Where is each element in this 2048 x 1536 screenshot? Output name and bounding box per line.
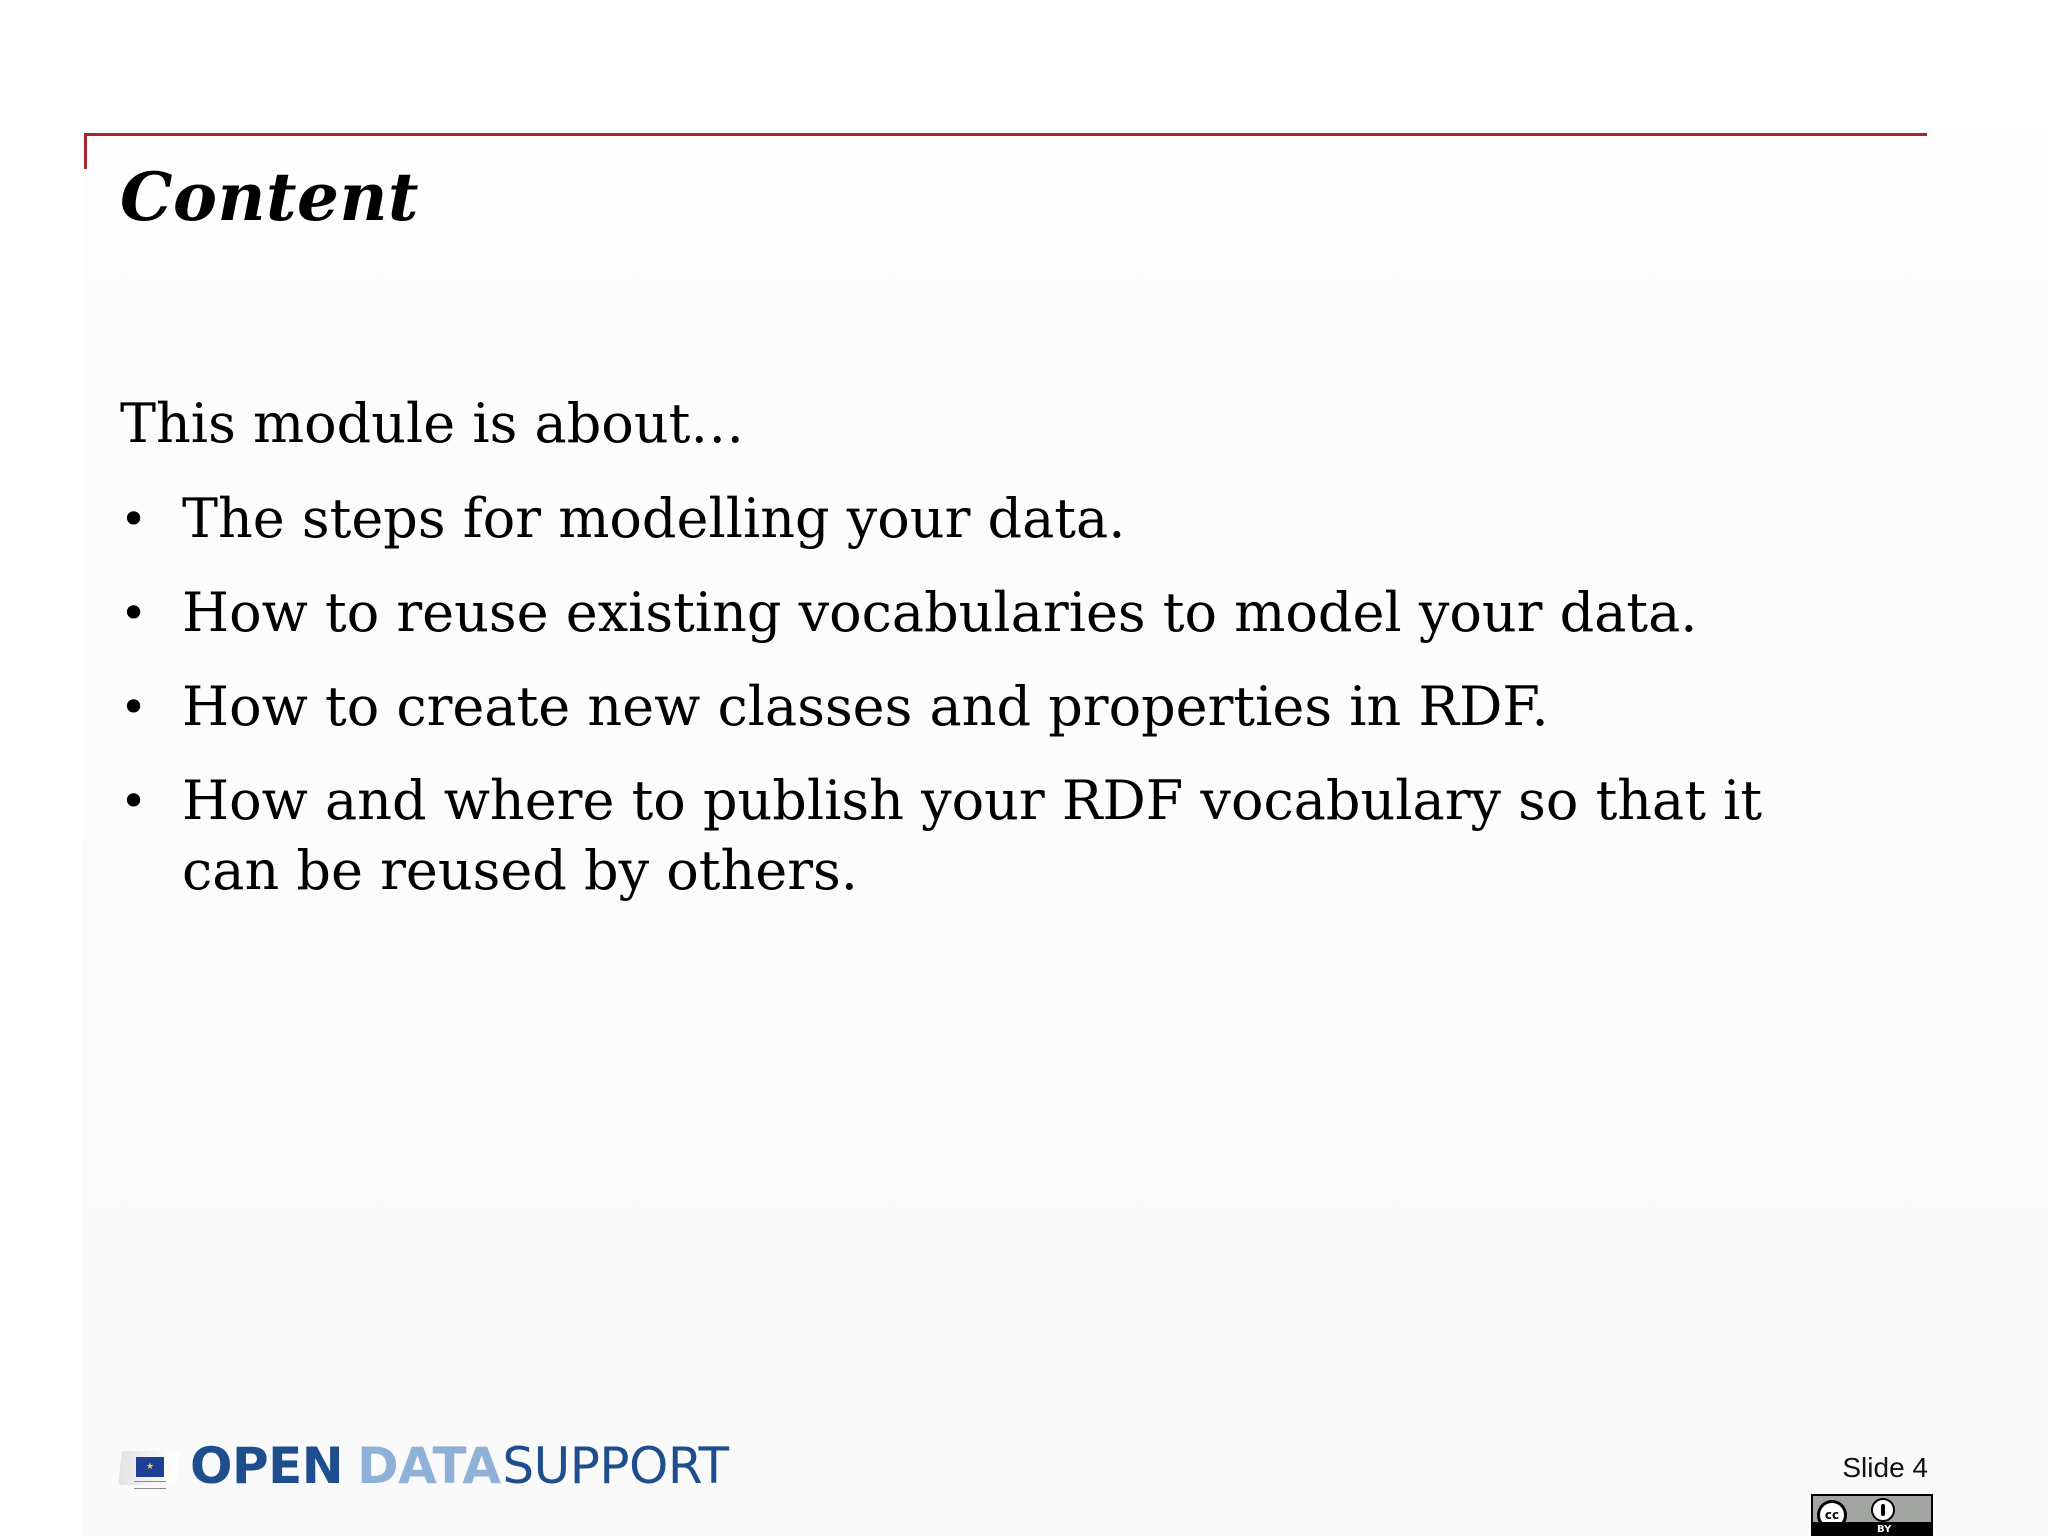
bullet-marker: •: [120, 492, 148, 546]
logo-wordmark: [190, 1437, 729, 1495]
open-data-support-logo: [120, 1436, 729, 1496]
list-item: [120, 484, 1870, 554]
bullet-text: How to create new classes and properties in RDF.: [182, 675, 1549, 738]
by-label: BY: [1877, 1524, 1892, 1535]
title-rule: [84, 133, 1927, 136]
bullet-marker: •: [120, 774, 148, 828]
cc-icon: cc: [1817, 1500, 1847, 1530]
intro-text: This module is about…: [120, 392, 745, 455]
slide-title: Content: [120, 158, 419, 236]
list-item: [120, 672, 1870, 742]
bullet-list: [120, 484, 1870, 930]
bullet-text: How and where to publish your RDF vocabulary so that it can be reused by others.: [182, 769, 1763, 902]
eu-flag-icon: [120, 1443, 180, 1489]
bullet-marker: •: [120, 586, 148, 640]
flag-caption: [134, 1481, 166, 1489]
flag-stars: ★: [145, 1462, 155, 1472]
list-item: [120, 766, 1870, 906]
bullet-text: How to reuse existing vocabularies to model your data.: [182, 581, 1698, 644]
logo-open: OPEN: [190, 1437, 344, 1495]
bullet-marker: •: [120, 680, 148, 734]
logo-data: DATA: [357, 1437, 501, 1495]
bullet-text: The steps for modelling your data.: [182, 487, 1126, 550]
slide-number: Slide 4: [1842, 1452, 1928, 1483]
badge-strip: [1813, 1522, 1931, 1534]
title-rule-tick: [84, 133, 87, 169]
attribution-icon: [1871, 1498, 1895, 1522]
cc-by-license-icon: [1811, 1494, 1933, 1536]
logo-support: SUPPORT: [502, 1437, 729, 1495]
list-item: [120, 578, 1870, 648]
